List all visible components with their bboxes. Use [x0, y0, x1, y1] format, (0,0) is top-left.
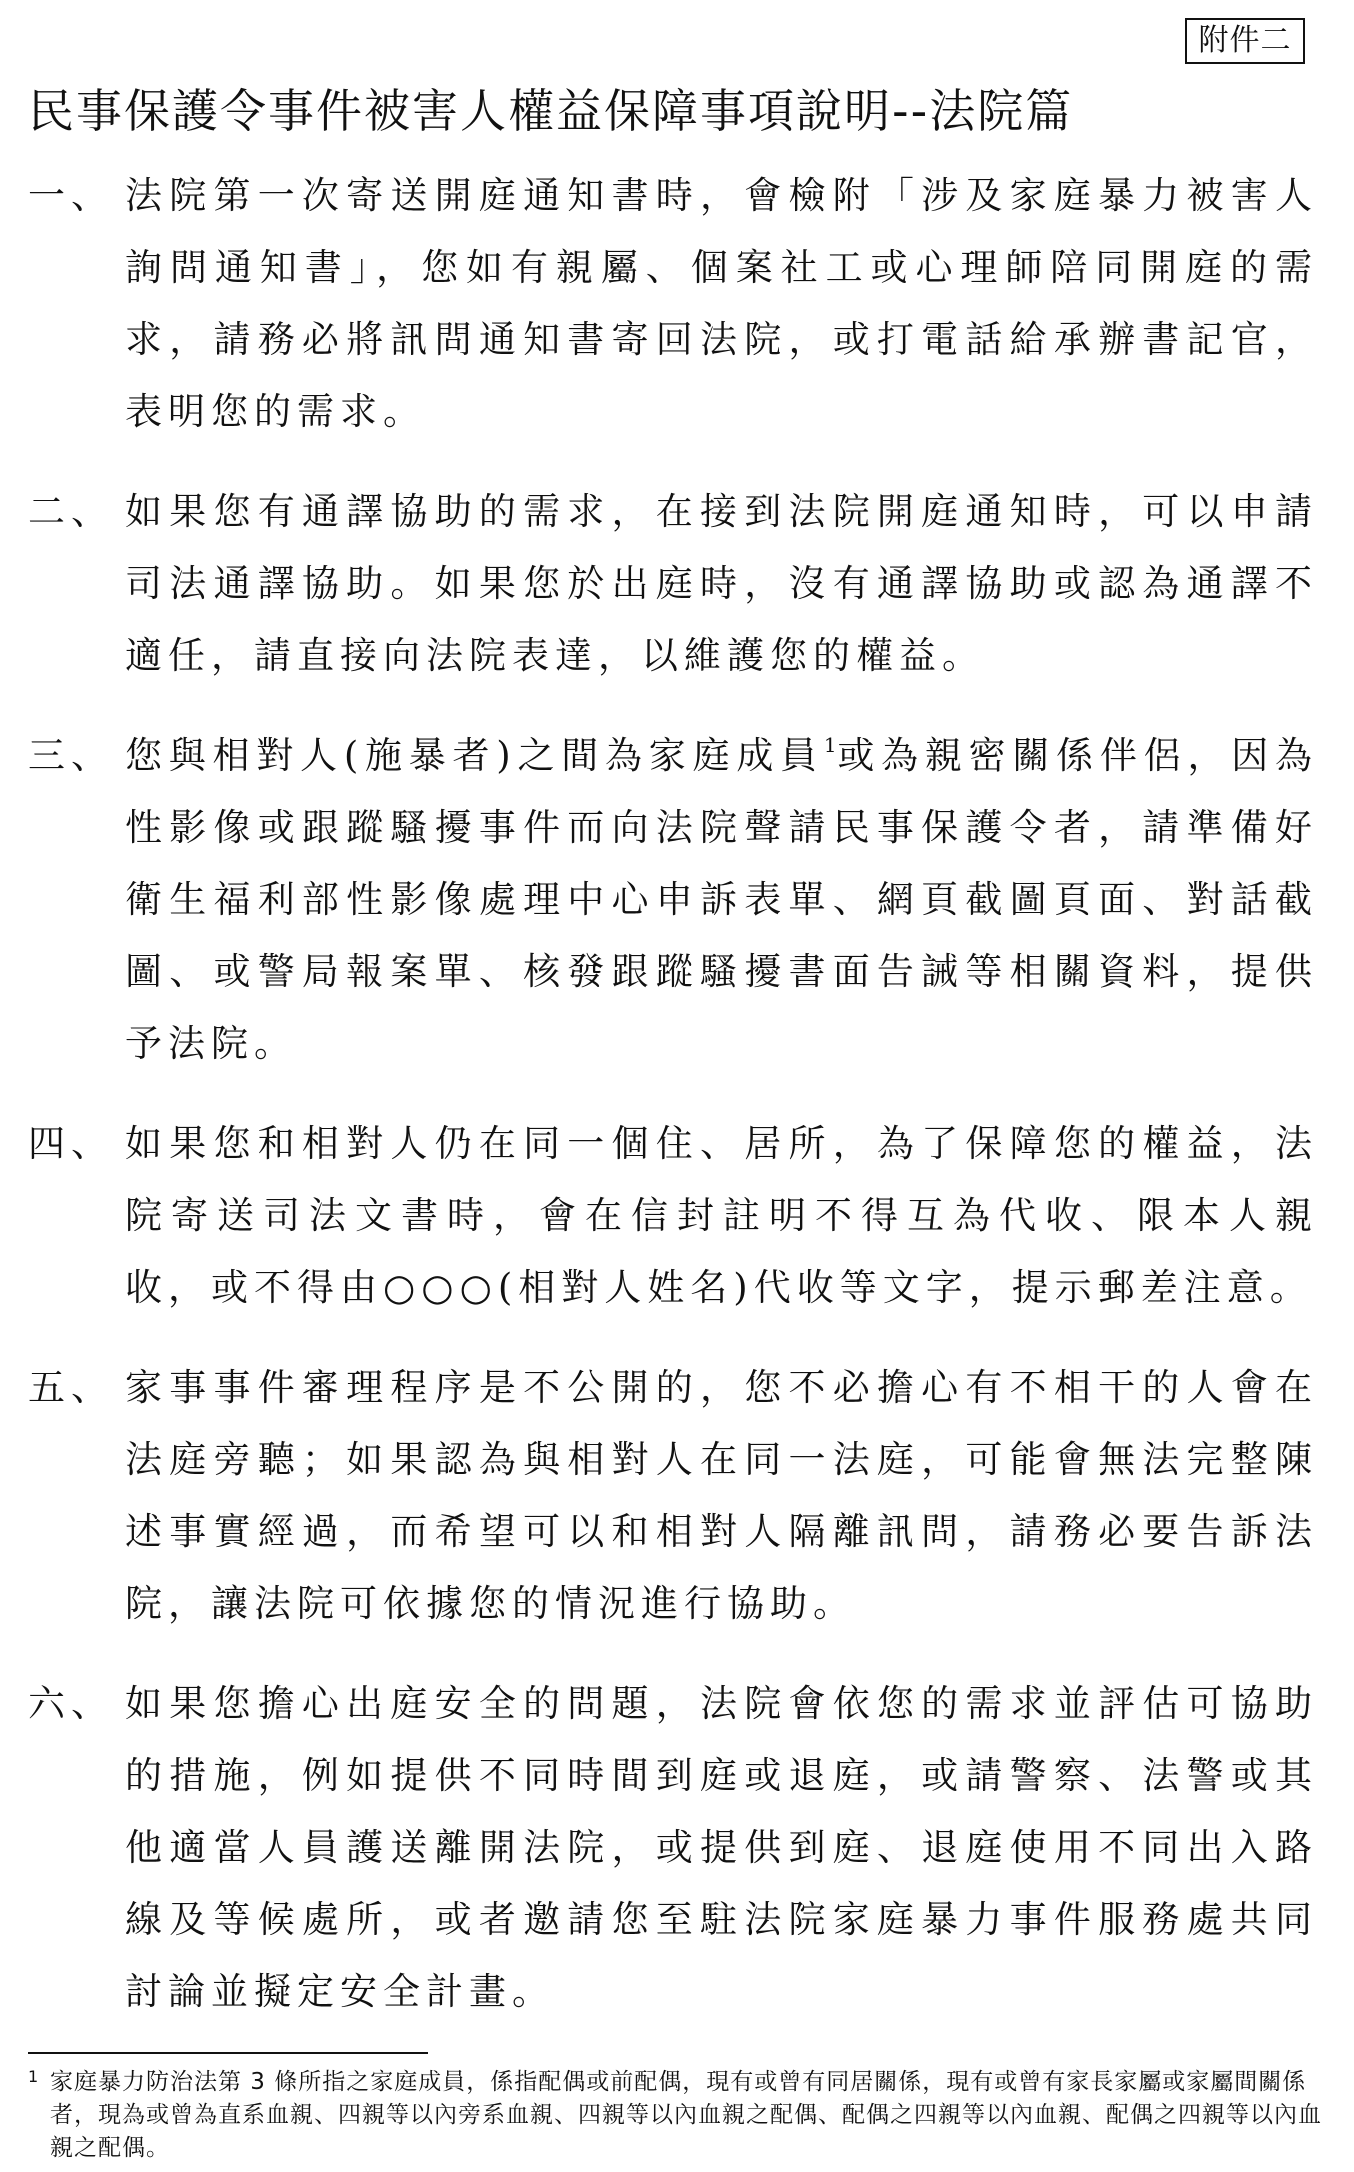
item-number: 五、 [28, 1366, 114, 1409]
footnote-text: 家庭暴力防治法第 3 條所指之家庭成員，係指配偶或前配偶，現有或曾有同居關係，現有或曾有家長家屬或家屬間關係者，現為或曾為直系血親、四親等以內旁系血親、四親等以內血親之配偶、配偶之四親等以內血親、配偶之四親等以內血親之配偶。 [50, 2069, 1322, 2161]
list-item [28, 476, 1318, 692]
item-text: 法院第一次寄送開庭通知書時，會檢附「涉及家庭暴力被害人詢問通知書」，您如有親屬、個案社工或心理師陪同開庭的需求，請務必將訊問通知書寄回法院，或打電話給承辦書記官，表明您的需求。 [125, 174, 1318, 433]
item-number: 二、 [28, 490, 114, 533]
footnote [28, 2066, 1328, 2165]
page-title: 民事保護令事件被害人權益保障事項說明--法院篇 [28, 84, 1074, 138]
item-number: 四、 [28, 1122, 114, 1165]
list-item [28, 720, 1318, 1080]
attachment-label: 附件二 [1185, 18, 1305, 64]
footnote-divider [28, 2052, 428, 2054]
item-text-after-ref: 或為親密關係伴侶，因為性影像或跟蹤騷擾事件而向法院聲請民事保護令者，請準備好衛生福利部性影像處理中心申訴表單、網頁截圖頁面、對話截圖、或警局報案單、核發跟蹤騷擾書面告誡等相關資料，提供予法院。 [125, 734, 1318, 1065]
list-item [28, 1108, 1318, 1324]
item-number: 一、 [28, 174, 114, 217]
item-text: 如果您有通譯協助的需求，在接到法院開庭通知時，可以申請司法通譯協助。如果您於出庭時，沒有通譯協助或認為通譯不適任，請直接向法院表達，以維護您的權益。 [125, 490, 1318, 677]
item-text: 如果您和相對人仍在同一個住、居所，為了保障您的權益，法院寄送司法文書時，會在信封註明不得互為代收、限本人親收，或不得由○○○(相對人姓名)代收等文字，提示郵差注意。 [125, 1122, 1318, 1309]
item-number: 三、 [28, 734, 114, 777]
footnote-reference[interactable]: 1 [823, 733, 837, 757]
item-text: 家事事件審理程序是不公開的，您不必擔心有不相干的人會在法庭旁聽；如果認為與相對人在同一法庭，可能會無法完整陳述事實經過，而希望可以和相對人隔離訊問，請務必要告訴法院，讓法院可依據您的情況進行協助。 [125, 1366, 1318, 1625]
item-number: 六、 [28, 1682, 114, 1725]
list-item [28, 1352, 1318, 1640]
item-text-before-ref: 您與相對人(施暴者)之間為家庭成員 [125, 734, 824, 777]
item-list [28, 160, 1318, 2056]
item-text: 如果您擔心出庭安全的問題，法院會依您的需求並評估可協助的措施，例如提供不同時間到庭或退庭，或請警察、法警或其他適當人員護送離開法院，或提供到庭、退庭使用不同出入路線及等候處所，或者邀請您至駐法院家庭暴力事件服務處共同討論並擬定安全計畫。 [125, 1682, 1318, 2013]
footnote-mark: 1 [28, 2067, 40, 2086]
list-item [28, 1668, 1318, 2028]
list-item [28, 160, 1318, 448]
item-text [125, 720, 1318, 1080]
